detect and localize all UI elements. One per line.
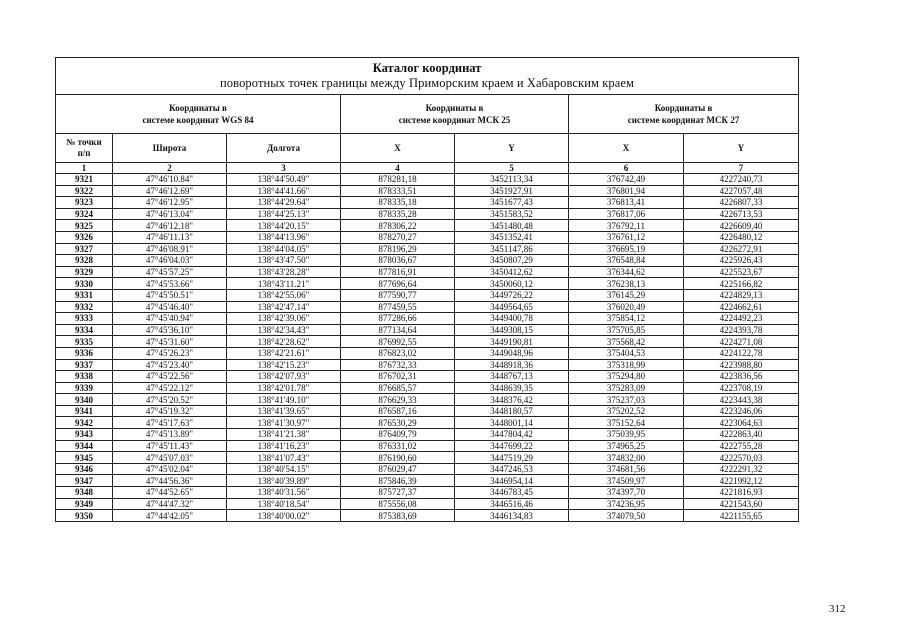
cell-x-msk27: 375318,99 [569,359,684,371]
table-row [56,429,799,441]
table-row [56,498,799,510]
cell-x-msk25: 875556,08 [341,498,455,510]
cell-y-msk25: 3449400,78 [455,313,569,325]
cell-longitude: 138°40'31.56" [227,487,341,499]
cell-x-msk25: 876029,47 [341,463,455,475]
cell-longitude: 138°40'18.54" [227,498,341,510]
cell-x-msk27: 376813,41 [569,197,684,209]
cell-y-msk25: 3446954,14 [455,475,569,487]
cell-y-msk25: 3451677,43 [455,197,569,209]
cell-point-number: 9350 [56,510,113,522]
cell-y-msk27: 4226609,40 [684,220,799,232]
cell-x-msk27: 374509,97 [569,475,684,487]
cell-y-msk25: 3446516,46 [455,498,569,510]
cell-x-msk27: 376344,62 [569,266,684,278]
table-row [56,243,799,255]
cell-longitude: 138°41'39.65" [227,405,341,417]
cell-latitude: 47°45'17.63" [113,417,227,429]
table-row [56,301,799,313]
cell-latitude: 47°45'22.12" [113,382,227,394]
cell-x-msk27: 376145,29 [569,289,684,301]
column-number: 3 [227,163,341,174]
table-row [56,347,799,359]
cell-latitude: 47°44'42.05" [113,510,227,522]
cell-x-msk25: 875383,69 [341,510,455,522]
cell-longitude: 138°43'28.28" [227,266,341,278]
column-header-x-msk25: X [341,134,455,163]
cell-latitude: 47°45'19.32" [113,405,227,417]
group-header-msk25: Координаты в системе координат МСК 25 [341,95,569,134]
cell-x-msk25: 878335,28 [341,208,455,220]
cell-longitude: 138°44'20.15" [227,220,341,232]
cell-y-msk27: 4224662,61 [684,301,799,313]
cell-latitude: 47°46'12.18" [113,220,227,232]
cell-y-msk25: 3447519,29 [455,452,569,464]
cell-x-msk25: 875727,37 [341,487,455,499]
cell-x-msk27: 375039,95 [569,429,684,441]
cell-x-msk27: 375705,85 [569,324,684,336]
cell-point-number: 9328 [56,255,113,267]
table-row [56,463,799,475]
page-number: 312 [829,603,846,615]
cell-y-msk27: 4225166,82 [684,278,799,290]
cell-y-msk27: 4222863,40 [684,429,799,441]
cell-x-msk27: 375294,80 [569,371,684,383]
cell-y-msk27: 4226272,91 [684,243,799,255]
cell-y-msk25: 3450412,62 [455,266,569,278]
table-row [56,510,799,522]
cell-longitude: 138°40'54.15" [227,463,341,475]
cell-point-number: 9349 [56,498,113,510]
cell-y-msk27: 4223836,56 [684,371,799,383]
cell-x-msk25: 877286,66 [341,313,455,325]
group-header-msk27: Координаты в системе координат МСК 27 [569,95,799,134]
cell-point-number: 9323 [56,197,113,209]
cell-y-msk27: 4224271,08 [684,336,799,348]
cell-latitude: 47°45'20.52" [113,394,227,406]
cell-point-number: 9338 [56,371,113,383]
cell-latitude: 47°44'56.36" [113,475,227,487]
cell-latitude: 47°45'23.40" [113,359,227,371]
cell-longitude: 138°42'21.61" [227,347,341,359]
cell-longitude: 138°44'13.96" [227,231,341,243]
cell-x-msk27: 375568,42 [569,336,684,348]
cell-longitude: 138°41'49.10" [227,394,341,406]
cell-y-msk25: 3449726,22 [455,289,569,301]
cell-latitude: 47°44'47.32" [113,498,227,510]
cell-y-msk25: 3448639,35 [455,382,569,394]
table-row [56,197,799,209]
cell-latitude: 47°45'22.56" [113,371,227,383]
cell-point-number: 9344 [56,440,113,452]
cell-y-msk27: 4226713,53 [684,208,799,220]
cell-x-msk27: 375404,53 [569,347,684,359]
cell-latitude: 47°45'46.40" [113,301,227,313]
cell-x-msk25: 878333,51 [341,185,455,197]
column-number: 6 [569,163,684,174]
cell-point-number: 9341 [56,405,113,417]
cell-latitude: 47°45'40.94" [113,313,227,325]
cell-y-msk27: 4225926,43 [684,255,799,267]
table-row [56,394,799,406]
cell-x-msk27: 376695,19 [569,243,684,255]
cell-x-msk25: 877816,91 [341,266,455,278]
cell-x-msk27: 374681,56 [569,463,684,475]
cell-x-msk25: 876530,29 [341,417,455,429]
cell-x-msk25: 877590,77 [341,289,455,301]
cell-x-msk27: 376792,11 [569,220,684,232]
cell-x-msk25: 876629,33 [341,394,455,406]
cell-x-msk25: 877459,55 [341,301,455,313]
cell-y-msk25: 3446783,45 [455,487,569,499]
table-row [56,255,799,267]
cell-y-msk27: 4226480,12 [684,231,799,243]
column-header-latitude: Широта [113,134,227,163]
cell-point-number: 9326 [56,231,113,243]
cell-x-msk27: 375152,64 [569,417,684,429]
cell-x-msk27: 375854,12 [569,313,684,325]
cell-x-msk27: 376238,13 [569,278,684,290]
cell-longitude: 138°42'15.23" [227,359,341,371]
cell-point-number: 9324 [56,208,113,220]
cell-latitude: 47°46'08.91" [113,243,227,255]
table-row [56,231,799,243]
cell-x-msk27: 374079,50 [569,510,684,522]
table-row [56,278,799,290]
table-row [56,174,799,186]
column-header-y-msk27: Y [684,134,799,163]
cell-longitude: 138°43'11.21" [227,278,341,290]
cell-point-number: 9332 [56,301,113,313]
group-header-wgs84: Координаты в системе координат WGS 84 [56,95,341,134]
cell-point-number: 9334 [56,324,113,336]
cell-x-msk27: 374965,25 [569,440,684,452]
column-header-longitude: Долгота [227,134,341,163]
cell-y-msk27: 4221816,93 [684,487,799,499]
column-number: 7 [684,163,799,174]
cell-longitude: 138°44'04.05" [227,243,341,255]
cell-y-msk27: 4223988,80 [684,359,799,371]
cell-point-number: 9333 [56,313,113,325]
cell-y-msk25: 3451147,86 [455,243,569,255]
cell-y-msk25: 3448001,14 [455,417,569,429]
cell-x-msk25: 878196,29 [341,243,455,255]
cell-x-msk25: 876732,33 [341,359,455,371]
cell-point-number: 9345 [56,452,113,464]
table-row [56,266,799,278]
cell-y-msk27: 4221543,60 [684,498,799,510]
cell-y-msk27: 4224829,13 [684,289,799,301]
cell-longitude: 138°41'21.38" [227,429,341,441]
cell-y-msk27: 4223246,06 [684,405,799,417]
cell-x-msk27: 376801,94 [569,185,684,197]
cell-y-msk25: 3448376,42 [455,394,569,406]
cell-y-msk25: 3449048,96 [455,347,569,359]
cell-longitude: 138°43'47.50" [227,255,341,267]
cell-longitude: 138°42'07.93" [227,371,341,383]
cell-latitude: 47°46'11.13" [113,231,227,243]
cell-latitude: 47°45'53.66" [113,278,227,290]
cell-y-msk25: 3448918,36 [455,359,569,371]
cell-longitude: 138°44'50.49" [227,174,341,186]
table-row [56,324,799,336]
table-row [56,371,799,383]
cell-y-msk25: 3447804,42 [455,429,569,441]
cell-x-msk25: 876190,60 [341,452,455,464]
cell-longitude: 138°44'29.64" [227,197,341,209]
cell-x-msk27: 374832,00 [569,452,684,464]
cell-latitude: 47°45'02.04" [113,463,227,475]
cell-point-number: 9325 [56,220,113,232]
cell-longitude: 138°42'55.06" [227,289,341,301]
cell-point-number: 9336 [56,347,113,359]
cell-y-msk25: 3449190,81 [455,336,569,348]
cell-longitude: 138°42'39.06" [227,313,341,325]
column-number: 5 [455,163,569,174]
cell-x-msk25: 876331,02 [341,440,455,452]
cell-longitude: 138°40'00.02" [227,510,341,522]
cell-x-msk25: 878036,67 [341,255,455,267]
column-number: 2 [113,163,227,174]
cell-point-number: 9346 [56,463,113,475]
cell-x-msk25: 876823,02 [341,347,455,359]
cell-point-number: 9322 [56,185,113,197]
cell-latitude: 47°45'11.43" [113,440,227,452]
cell-latitude: 47°45'36.10" [113,324,227,336]
cell-y-msk27: 4227057,48 [684,185,799,197]
table-row [56,313,799,325]
cell-x-msk25: 876409,79 [341,429,455,441]
cell-x-msk27: 376548,84 [569,255,684,267]
table-row [56,487,799,499]
cell-longitude: 138°44'41.66" [227,185,341,197]
cell-latitude: 47°46'12.95" [113,197,227,209]
cell-longitude: 138°42'28.62" [227,336,341,348]
cell-y-msk25: 3451927,91 [455,185,569,197]
cell-x-msk27: 376761,12 [569,231,684,243]
table-row [56,185,799,197]
cell-x-msk27: 375283,09 [569,382,684,394]
cell-y-msk27: 4225523,67 [684,266,799,278]
cell-longitude: 138°42'34.43" [227,324,341,336]
cell-x-msk27: 376742,49 [569,174,684,186]
cell-x-msk27: 375237,03 [569,394,684,406]
cell-x-msk25: 875846,39 [341,475,455,487]
cell-x-msk27: 376817,06 [569,208,684,220]
cell-longitude: 138°40'39.89" [227,475,341,487]
cell-point-number: 9348 [56,487,113,499]
cell-x-msk25: 877696,64 [341,278,455,290]
column-header-x-msk27: X [569,134,684,163]
cell-y-msk27: 4222291,32 [684,463,799,475]
table-subtitle: поворотных точек границы между Приморским краем и Хабаровским краем [220,76,635,90]
column-number: 1 [56,163,113,174]
cell-y-msk25: 3452113,34 [455,174,569,186]
table-row [56,220,799,232]
cell-point-number: 9339 [56,382,113,394]
cell-y-msk25: 3450060,12 [455,278,569,290]
coordinate-catalog-sheet [55,57,798,522]
cell-point-number: 9327 [56,243,113,255]
cell-y-msk25: 3451480,48 [455,220,569,232]
cell-point-number: 9342 [56,417,113,429]
cell-y-msk27: 4222570,03 [684,452,799,464]
table-row [56,417,799,429]
cell-y-msk25: 3446134,83 [455,510,569,522]
cell-x-msk25: 876685,57 [341,382,455,394]
cell-y-msk27: 4221155,65 [684,510,799,522]
table-row [56,208,799,220]
column-number: 4 [341,163,455,174]
cell-y-msk25: 3451352,41 [455,231,569,243]
table-row [56,440,799,452]
cell-x-msk25: 878306,22 [341,220,455,232]
cell-y-msk27: 4223443,38 [684,394,799,406]
cell-y-msk25: 3448180,57 [455,405,569,417]
cell-point-number: 9337 [56,359,113,371]
cell-x-msk25: 878270,27 [341,231,455,243]
cell-latitude: 47°46'12.69" [113,185,227,197]
table-row [56,336,799,348]
cell-point-number: 9335 [56,336,113,348]
cell-point-number: 9347 [56,475,113,487]
table-row [56,359,799,371]
cell-latitude: 47°46'13.04" [113,208,227,220]
cell-y-msk27: 4226807,33 [684,197,799,209]
cell-x-msk27: 374236,95 [569,498,684,510]
cell-x-msk25: 877134,64 [341,324,455,336]
table-row [56,475,799,487]
cell-longitude: 138°44'25.13" [227,208,341,220]
cell-longitude: 138°42'47.14" [227,301,341,313]
cell-x-msk25: 876702,31 [341,371,455,383]
cell-y-msk27: 4221992,12 [684,475,799,487]
cell-y-msk25: 3449564,65 [455,301,569,313]
table-body [56,174,799,522]
table-row [56,289,799,301]
cell-y-msk27: 4224393,78 [684,324,799,336]
cell-point-number: 9330 [56,278,113,290]
cell-latitude: 47°46'10.84" [113,174,227,186]
cell-y-msk25: 3447699,22 [455,440,569,452]
table-row [56,405,799,417]
column-header-y-msk25: Y [455,134,569,163]
table-title-cell [56,58,799,95]
table-row [56,452,799,464]
cell-latitude: 47°45'26.23" [113,347,227,359]
cell-latitude: 47°45'13.89" [113,429,227,441]
cell-latitude: 47°45'07.03" [113,452,227,464]
cell-y-msk25: 3450807,29 [455,255,569,267]
cell-latitude: 47°46'04.03" [113,255,227,267]
cell-x-msk27: 374397,70 [569,487,684,499]
cell-point-number: 9343 [56,429,113,441]
cell-x-msk25: 876992,55 [341,336,455,348]
cell-y-msk27: 4223708,19 [684,382,799,394]
cell-y-msk27: 4222755,28 [684,440,799,452]
cell-y-msk27: 4224492,23 [684,313,799,325]
cell-y-msk25: 3448767,13 [455,371,569,383]
cell-x-msk27: 376020,49 [569,301,684,313]
cell-longitude: 138°41'16.23" [227,440,341,452]
cell-point-number: 9331 [56,289,113,301]
cell-latitude: 47°45'31.60" [113,336,227,348]
cell-latitude: 47°45'50.51" [113,289,227,301]
cell-latitude: 47°44'52.65" [113,487,227,499]
cell-point-number: 9340 [56,394,113,406]
cell-y-msk25: 3451583,52 [455,208,569,220]
cell-longitude: 138°42'01.78" [227,382,341,394]
cell-latitude: 47°45'57.25" [113,266,227,278]
cell-y-msk27: 4223064,63 [684,417,799,429]
cell-y-msk27: 4224122,78 [684,347,799,359]
coordinate-catalog-table [55,57,799,522]
cell-x-msk27: 375202,52 [569,405,684,417]
column-header-point: № точки п/п [56,134,113,163]
cell-point-number: 9321 [56,174,113,186]
cell-y-msk25: 3449308,15 [455,324,569,336]
cell-y-msk27: 4227240,73 [684,174,799,186]
cell-point-number: 9329 [56,266,113,278]
cell-longitude: 138°41'30.97" [227,417,341,429]
cell-x-msk25: 876587,16 [341,405,455,417]
cell-x-msk25: 878281,18 [341,174,455,186]
cell-y-msk25: 3447246,53 [455,463,569,475]
table-title: Каталог координат [372,61,482,75]
cell-longitude: 138°41'07.43" [227,452,341,464]
cell-x-msk25: 878335,18 [341,197,455,209]
table-row [56,382,799,394]
